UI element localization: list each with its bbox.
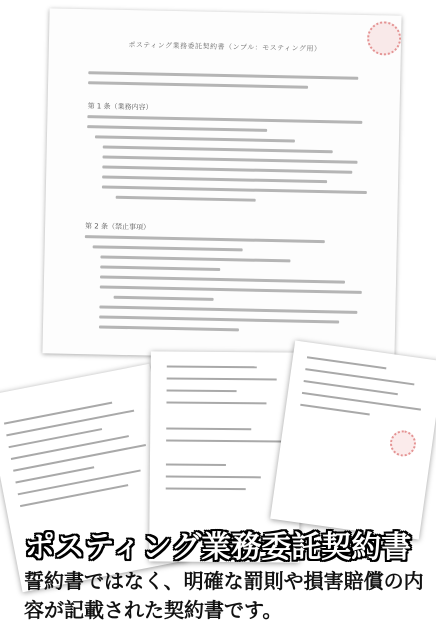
text-line (20, 484, 128, 507)
text-line (87, 115, 362, 124)
text-line (13, 444, 146, 472)
text-line (114, 296, 214, 301)
text-line (116, 196, 256, 202)
text-line (166, 439, 281, 442)
text-line (18, 469, 141, 495)
text-line (4, 402, 112, 425)
text-line (88, 71, 358, 80)
text-line (6, 410, 134, 437)
text-line (93, 245, 243, 251)
text-line (167, 389, 237, 392)
text-line (103, 145, 333, 153)
caption-title: ポスティング業務委託契約書 (24, 530, 412, 565)
document-title: ポスティング業務委託契約書（ンプル：モスティング用） (128, 41, 322, 54)
text-line (166, 427, 251, 430)
text-line (100, 285, 362, 293)
text-line (304, 380, 398, 395)
text-line (103, 155, 358, 163)
text-line (166, 463, 226, 466)
text-line (11, 435, 129, 460)
contract-page-right (270, 340, 436, 539)
text-line (307, 356, 386, 369)
text-line (85, 235, 325, 243)
text-line (102, 165, 352, 173)
text-line (87, 125, 267, 132)
text-line (166, 475, 261, 478)
text-line (100, 265, 220, 271)
text-line (99, 305, 357, 313)
contract-document-main (42, 8, 401, 360)
text-line (166, 487, 246, 490)
text-line (300, 404, 370, 416)
text-line (95, 135, 295, 142)
section-heading: 第 1 条（業務内容） (87, 102, 153, 112)
caption-subtitle: 誓約書ではなく、明確な罰則や損害賠償の内容が記載された契約書です。 (24, 569, 424, 622)
text-line (99, 325, 239, 331)
text-line (99, 315, 339, 323)
text-line (100, 255, 290, 262)
text-line (167, 365, 257, 368)
text-line (102, 175, 327, 183)
text-line (102, 185, 367, 194)
text-line (100, 275, 345, 283)
text-line (166, 401, 266, 404)
text-line (167, 377, 277, 380)
seal-stamp (388, 429, 417, 458)
text-line (88, 81, 308, 89)
section-heading: 第 2 条（禁止事項） (85, 222, 151, 232)
